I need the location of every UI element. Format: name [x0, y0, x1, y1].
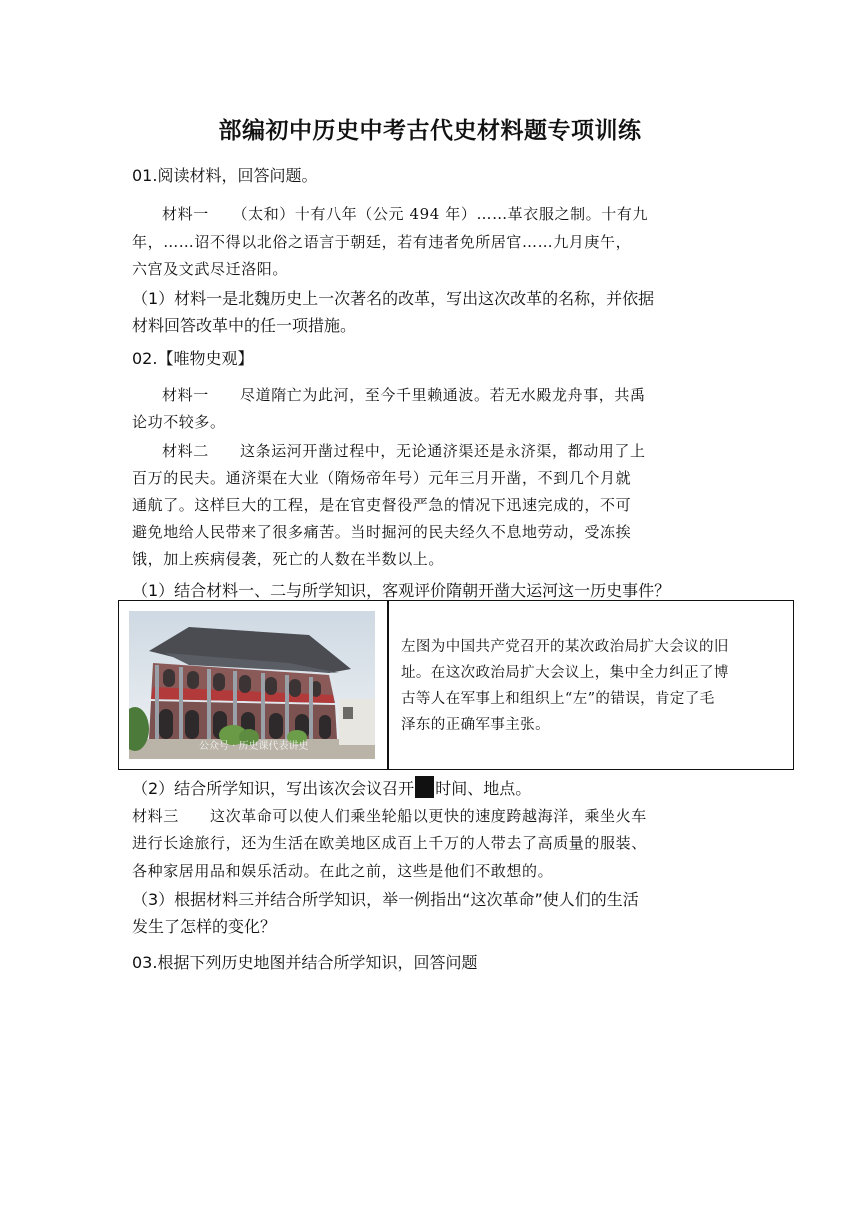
q2-material2-line-3: 通航了。这样巨大的工程，是在官吏督役严急的情况下迅速完成的，不可 [132, 496, 632, 514]
box-text-line-2: 址。在这次政治局扩大会议上，集中全力纠正了博 [401, 665, 729, 681]
box-divider [387, 601, 389, 769]
conference-site-photo [129, 611, 375, 759]
q1-heading: 01.阅读材料，回答问题。 [132, 166, 318, 185]
redaction-mark [415, 776, 434, 798]
box-text-line-1: 左图为中国共产党召开的某次政治局扩大会议的旧 [401, 639, 729, 655]
q2-heading: 02.【唯物史观】 [132, 349, 254, 368]
q1-question-line-1: （1）材料一是北魏历史上一次著名的改革，写出这次改革的名称，并依据 [132, 289, 655, 308]
q2-material3-line-1: 材料三 这次革命可以使人们乘坐轮船以更快的速度跨越海洋，乘坐火车 [132, 807, 647, 825]
photo-watermark: 公众号 · 历史课代表讲史 [199, 741, 309, 752]
q1-material1-line-2: 年，……诏不得以北俗之语言于朝廷，若有违者免所居官……九月庚午， [132, 233, 632, 251]
q2-question-2-before: （2）结合所学知识，写出该次会议召开 [132, 779, 415, 798]
q2-question-3-line-1: （3）根据材料三并结合所学知识，举一例指出“这次革命”使人们的生活 [132, 890, 639, 909]
page-title: 部编初中历史中考古代史材料题专项训练 [218, 118, 642, 144]
q2-question-3-line-2: 发生了怎样的变化？ [132, 917, 277, 936]
q1-question-line-2: 材料回答改革中的任一项措施。 [132, 316, 357, 335]
q1-material1-line-3: 六宫及文武尽迁洛阳。 [132, 260, 289, 278]
q2-question-2-after: 时间、地点。 [435, 779, 532, 798]
q2-question-2 [132, 776, 531, 799]
q2-material2-line-2: 百万的民夫。通济渠在大业（隋炀帝年号）元年三月开凿，不到几个月就 [132, 469, 632, 487]
q2-material2-line-5: 饿，加上疾病侵袭，死亡的人数在半数以上。 [132, 550, 445, 568]
q2-material1-line-1: 材料一 尽道隋亡为此河，至今千里赖通波。若无水殿龙舟事，共禹 [162, 386, 646, 404]
material-box [118, 600, 794, 770]
q2-material3-line-2: 进行长途旅行，还为生活在欧美地区成百上千万的人带去了高质量的服装、 [132, 834, 647, 852]
q2-material2-line-4: 避免地给人民带来了很多痛苦。当时掘河的民夫经久不息地劳动，受冻挨 [132, 523, 632, 541]
q3-heading: 03.根据下列历史地图并结合所学知识，回答问题 [132, 953, 478, 972]
q1-material1-line-1: 材料一 （太和）十有八年（公元 494 年）……革衣服之制。十有九 [162, 205, 649, 223]
box-text-line-4: 泽东的正确军事主张。 [401, 717, 550, 733]
box-text-line-3: 古等人在军事上和组织上“左”的错误，肯定了毛 [401, 691, 715, 707]
q2-material1-line-2: 论功不较多。 [132, 413, 226, 431]
q2-question-1: （1）结合材料一、二与所学知识，客观评价隋朝开凿大运河这一历史事件？ [132, 581, 671, 600]
box-description [401, 634, 791, 738]
q2-material2-line-1: 材料二 这条运河开凿过程中，无论通济渠还是永济渠，都动用了上 [162, 442, 646, 460]
q2-material3-line-3: 各种家居用品和娱乐活动。在此之前，这些是他们不敢想的。 [132, 862, 554, 880]
